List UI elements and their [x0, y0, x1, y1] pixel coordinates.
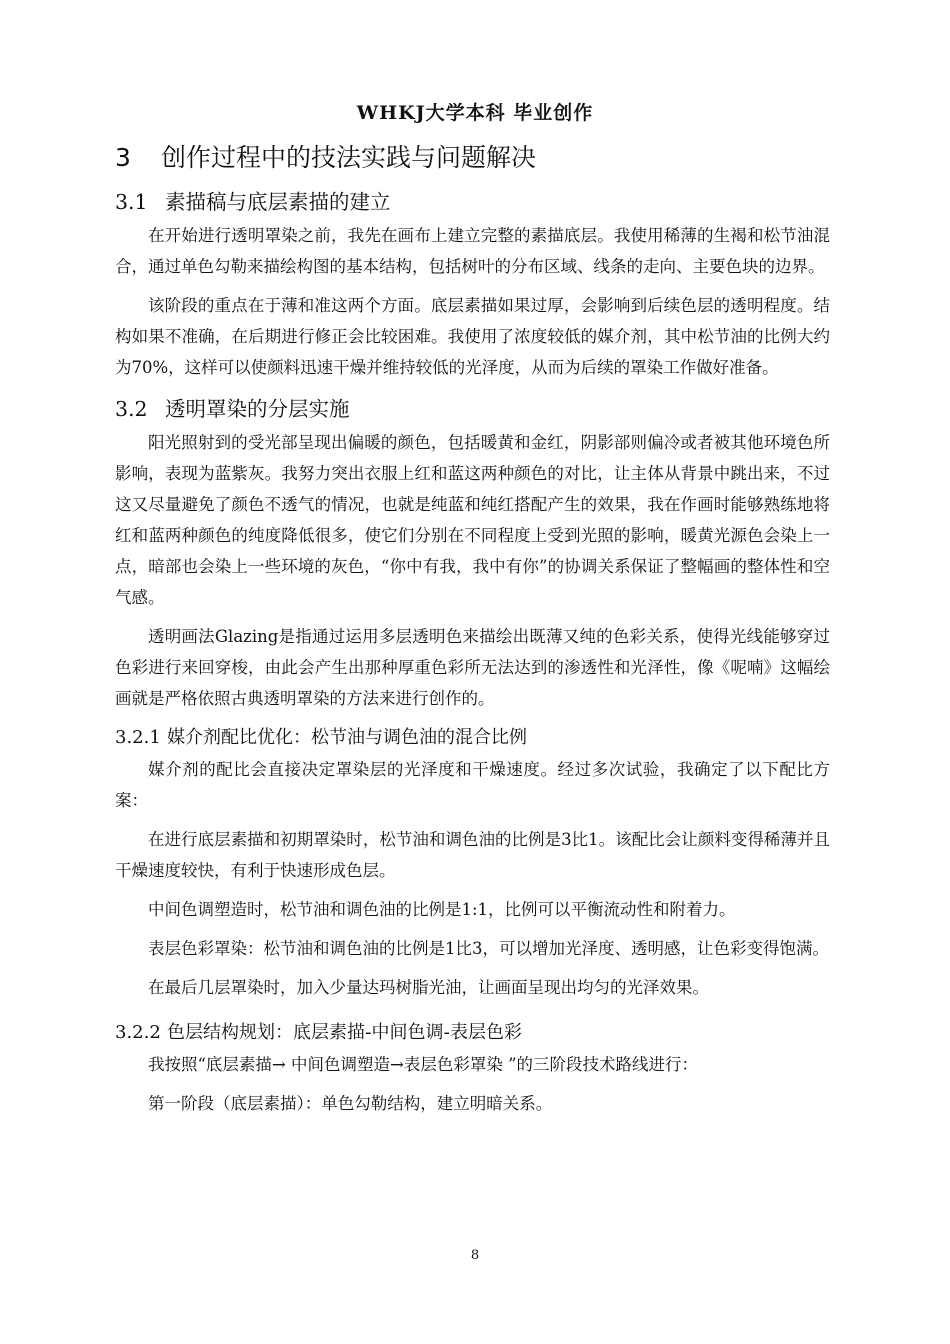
subsection-heading-3-2-1	[115, 722, 830, 754]
section-number: 3.2	[115, 397, 148, 421]
paragraph: 媒介剂的配比会直接决定罩染层的光泽度和干燥速度。经过多次试验，我确定了以下配比方案：	[115, 760, 830, 810]
paragraph: 第一阶段（底层素描）：单色勾勒结构，建立明暗关系。	[148, 1094, 553, 1113]
section-heading-3-1	[115, 184, 830, 220]
subsection-number: 3.2.2	[115, 1022, 161, 1043]
section-heading-3-2	[115, 391, 830, 427]
paragraph: 阳光照射到的受光部呈现出偏暖的颜色，包括暖黄和金红，阴影部则偏冷或者被其他环境色所影响，表现为蓝紫灰。我努力突出衣服上红和蓝这两种颜色的对比，让主体从背景中跳出来，不过这又尽量避免了颜色不透气的情况，也就是纯蓝和纯红搭配产生的效果，我在作画时能够熟练地将红和蓝两种颜色的纯度降低很多，使它们分别在不同程度上受到光照的影响，暖黄光源色会染上一点，暗部也会染上一些环境的灰色，“你中有我，我中有你”的协调关系保证了整幅画的整体性和空气感。	[115, 433, 830, 607]
paragraph: 表层色彩罩染：松节油和调色油的比例是1比3，可以增加光泽度、透明感，让色彩变得饱满。	[148, 939, 829, 958]
body-content	[115, 138, 830, 1127]
subsection-number: 3.2.1	[115, 727, 161, 748]
section-title: 透明罩染的分层实施	[165, 397, 350, 421]
paragraph: 透明画法Glazing是指通过运用多层透明色来描绘出既薄又纯的色彩关系，使得光线能够穿过色彩进行来回穿梭，由此会产生出那种厚重色彩所无法达到的渗透性和光泽性，像《呢喃》这幅绘画就是严格依照古典透明罩染的方法来进行创作的。	[115, 627, 830, 708]
paragraph: 该阶段的重点在于薄和准这两个方面。底层素描如果过厚，会影响到后续色层的透明程度。结构如果不准确，在后期进行修正会比较困难。我使用了浓度较低的媒介剂，其中松节油的比例大约为70%，这样可以使颜料迅速干燥并维持较低的光泽度，从而为后续的罩染工作做好准备。	[115, 296, 830, 377]
chapter-title: 创作过程中的技法实践与问题解决	[161, 143, 537, 172]
chapter-number: 3	[115, 143, 131, 172]
paragraph: 我按照“底层素描→ 中间色调塑造→表层色彩罩染 ”的三阶段技术路线进行：	[148, 1055, 699, 1074]
paragraph: 在进行底层素描和初期罩染时，松节油和调色油的比例是3比1。该配比会让颜料变得稀薄并且干燥速度较快，有利于快速形成色层。	[115, 830, 830, 880]
running-header: WHKJ大学本科 毕业创作	[356, 102, 594, 124]
subsection-title: 色层结构规划：底层素描-中间色调-表层色彩	[167, 1022, 522, 1043]
subsection-title: 媒介剂配比优化：松节油与调色油的混合比例	[167, 727, 527, 748]
chapter-heading	[115, 138, 830, 178]
section-number: 3.1	[115, 190, 148, 214]
section-title: 素描稿与底层素描的建立	[165, 190, 391, 214]
paragraph: 在最后几层罩染时，加入少量达玛树脂光油，让画面呈现出均匀的光泽效果。	[148, 978, 709, 997]
subsection-heading-3-2-2	[115, 1017, 830, 1049]
paragraph: 中间色调塑造时，松节油和调色油的比例是1:1，比例可以平衡流动性和附着力。	[148, 900, 736, 919]
page-number: 8	[470, 1248, 480, 1263]
paragraph: 在开始进行透明罩染之前，我先在画布上建立完整的素描底层。我使用稀薄的生褐和松节油混合，通过单色勾勒来描绘构图的基本结构，包括树叶的分布区域、线条的走向、主要色块的边界。	[115, 226, 830, 276]
